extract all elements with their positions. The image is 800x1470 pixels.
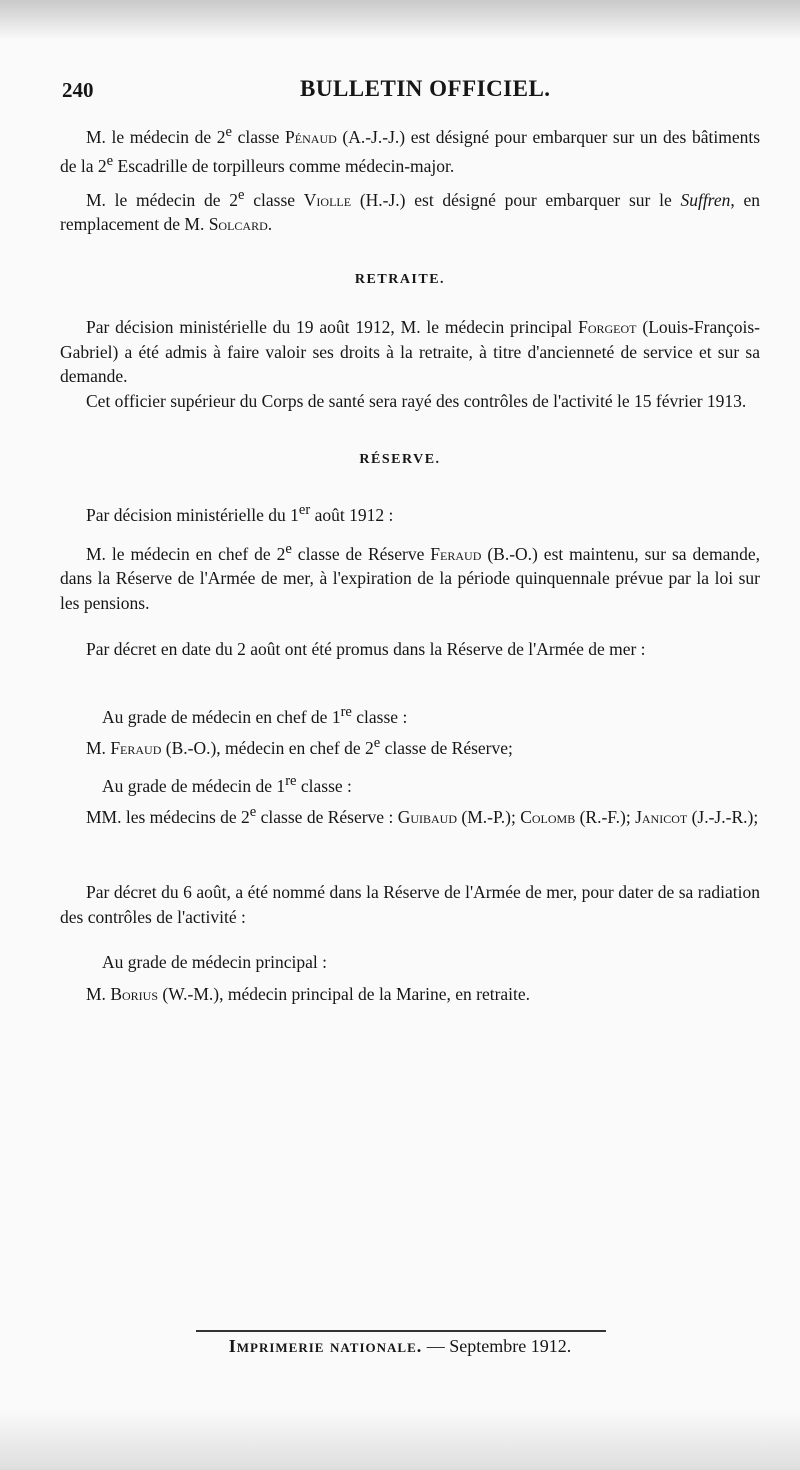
section-heading-reserve: RÉSERVE. [359, 452, 441, 467]
paragraph-penaud: M. le médecin de 2e classe Pénaud (A.-J.-J.) est désigné pour embarquer sur un des bâtiments de la 2e Escadrille de torpilleurs comme médecin-major. [60, 124, 761, 177]
paragraph-violle: M. le médecin de 2e classe Violle (H.-J.) est désigné pour embarquer sur le Suffren, en remplacement de M. Solcard. [60, 187, 760, 235]
paragraph-feraud: M. le médecin en chef de 2e classe de Réserve Feraud (B.-O.) est maintenu, sur sa demande, dans la Réserve de l'Armée de mer, à l'expiration de la période quinquennale prévue par la loi sur les pensions. [60, 541, 760, 613]
scan-shading-top [0, 0, 800, 40]
person-name: Violle [303, 189, 352, 210]
decree-2-aout: Par décret en date du 2 août ont été promus dans la Réserve de l'Armée de mer : [86, 639, 646, 659]
scan-shading-bottom [0, 1410, 800, 1470]
person-name: Feraud [110, 737, 162, 758]
promotion-borius: M. Borius (W.-M.), médecin principal de la Marine, en retraite. [86, 984, 531, 1004]
grade-1re-classe: Au grade de médecin de 1re classe : [102, 773, 352, 796]
person-name: Janicot [635, 806, 688, 827]
person-name: Feraud [430, 543, 482, 564]
printer-name: Imprimerie nationale. [228, 1336, 423, 1356]
running-title: BULLETIN OFFICIEL. [300, 76, 551, 101]
person-name: Pénaud [285, 126, 337, 147]
decree-6-aout: Par décret du 6 août, a été nommé dans la Réserve de l'Armée de mer, pour dater de sa radiation des contrôles de l'activité : [60, 882, 760, 927]
person-name: Guibaud [397, 806, 457, 827]
ship-name: Suffren [680, 189, 731, 210]
print-date: — Septembre 1912. [422, 1336, 572, 1356]
promotion-mm: MM. les médecins de 2e classe de Réserve : Guibaud (M.-P.); Colomb (R.-F.); Janicot (J.-J.-R.); [86, 804, 759, 827]
reserve-decision: Par décision ministérielle du 1er août 1912 : [86, 502, 394, 525]
person-name: Borius [110, 984, 158, 1004]
imprint-footer [0, 1336, 800, 1357]
section-retraite: Par décision ministérielle du 19 août 1912, M. le médecin principal Forgeot (Louis-François-Gabriel) a été admis à faire valoir ses droits à la retraite, à titre d'ancienneté de service et sur sa demande. Cet officier supérieur du Corps de santé sera rayé des contrôles de l'activité le 15 février 1913. [60, 315, 760, 413]
section-heading-retraite: RETRAITE. [354, 272, 446, 287]
grade-principal: Au grade de médecin principal : [102, 952, 327, 972]
promotion-feraud: M. Feraud (B.-O.), médecin en chef de 2e classe de Réserve; [86, 735, 513, 758]
footer-rule [196, 1330, 606, 1332]
paragraph-radiation: Cet officier supérieur du Corps de santé sera rayé des contrôles de l'activité le 15 février 1913. [86, 390, 747, 411]
person-name: Solcard [208, 214, 268, 235]
person-name: Colomb [520, 806, 576, 827]
grade-chef-1re: Au grade de médecin en chef de 1re classe : [102, 704, 408, 727]
page-number: 240 [62, 78, 94, 102]
person-name: Forgeot [578, 317, 637, 337]
